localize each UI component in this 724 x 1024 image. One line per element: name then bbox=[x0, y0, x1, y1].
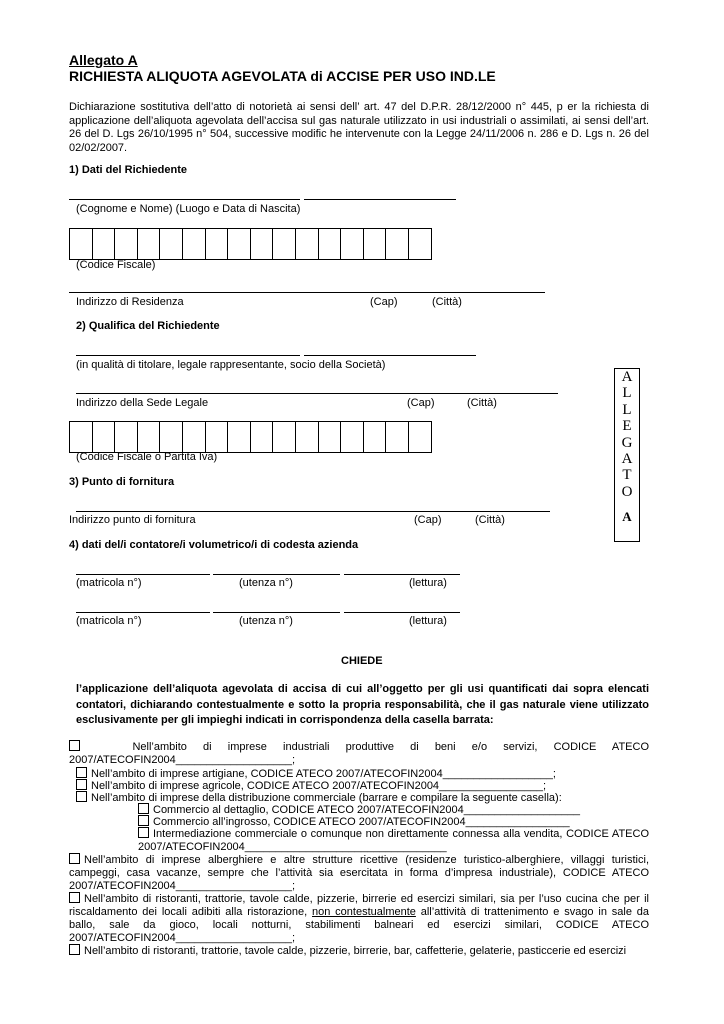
legal-address-label: Indirizzo della Sede Legale bbox=[76, 397, 209, 409]
role-label: (in qualità di titolare, legale rappresentante, socio della Società) bbox=[76, 359, 386, 371]
lettura2-line[interactable] bbox=[344, 612, 460, 613]
matricola1-label: (matricola n°) bbox=[76, 577, 142, 589]
checkbox-dettaglio[interactable] bbox=[138, 803, 149, 814]
partita-iva-label: (Codice Fiscale o Partita Iva) bbox=[76, 451, 218, 463]
birth-field-line[interactable] bbox=[304, 199, 456, 200]
allegato-heading: Allegato A bbox=[69, 52, 138, 68]
utenza1-line[interactable] bbox=[213, 574, 340, 575]
city-label: (Città) bbox=[432, 296, 462, 308]
checkbox-alberghiere[interactable] bbox=[69, 853, 80, 864]
option-ristoranti-bar: Nell’ambito di ristoranti, trattorie, tavole calde, pizzerie, birrerie, bar, caffetterie, gelaterie, pasticcerie ed esercizi bbox=[69, 944, 649, 958]
option-industrial: Nell’ambito di imprese industriali produttive di beni e/o servizi, CODICE ATECO 2007/ATECOFIN2004___________________; bbox=[69, 741, 649, 766]
partita-iva-boxes[interactable] bbox=[69, 421, 432, 453]
checkbox-artigiane[interactable] bbox=[76, 767, 87, 778]
supply-address-field-line[interactable] bbox=[76, 511, 550, 512]
checkbox-agricole[interactable] bbox=[76, 779, 87, 790]
residence-field-line[interactable] bbox=[69, 292, 545, 293]
section2-title: 2) Qualifica del Richiedente bbox=[76, 320, 220, 332]
company-field-line[interactable] bbox=[304, 355, 476, 356]
matricola2-label: (matricola n°) bbox=[76, 615, 142, 627]
legal-cap-label: (Cap) bbox=[407, 397, 435, 409]
lettura2-label: (lettura) bbox=[409, 615, 447, 627]
matricola2-line[interactable] bbox=[76, 612, 210, 613]
role-field-line[interactable] bbox=[76, 355, 300, 356]
matricola1-line[interactable] bbox=[76, 574, 210, 575]
option-alberghiere: Nell’ambito di imprese alberghiere e altre strutture ricettive (residenze turistico-alberghiere, villaggi turistici, campeggi, casa vacanze, sempre che l’attività sia esercitata in forma d’impresa industriale), CODICE ATECO 2007/ATECOFIN2004___________________; bbox=[69, 854, 649, 892]
option-intermediazione: Intermediazione commerciale o comunque non direttamente connessa alla vendita, CODICE ATECO 2007/ATECOFIN2004_________________________________ bbox=[138, 828, 649, 853]
utenza2-label: (utenza n°) bbox=[239, 615, 293, 627]
checkbox-ristoranti-bar[interactable] bbox=[69, 944, 80, 955]
supply-address-label: Indirizzo punto di fornitura bbox=[69, 514, 196, 526]
lettura1-line[interactable] bbox=[344, 574, 460, 575]
section4-title: 4) dati del/i contatore/i volumetrico/i di codesta azienda bbox=[69, 539, 359, 551]
supply-city-label: (Città) bbox=[475, 514, 505, 526]
option-ingrosso: Commercio all’ingrosso, CODICE ATECO 2007/ATECOFIN2004_________________ bbox=[138, 815, 570, 830]
checkbox-distribuzione[interactable] bbox=[76, 791, 87, 802]
residence-label: Indirizzo di Residenza bbox=[76, 296, 184, 308]
document-title: RICHIESTA ALIQUOTA AGEVOLATA di ACCISE PER USO IND.LE bbox=[69, 68, 496, 84]
option-dettaglio: Commercio al dettaglio, CODICE ATECO 2007/ATECOFIN2004___________________ bbox=[138, 803, 580, 818]
chiede-heading: CHIEDE bbox=[341, 655, 383, 667]
legal-address-field-line[interactable] bbox=[76, 393, 558, 394]
request-paragraph: l’applicazione dell’aliquota agevolata di accisa di cui all’oggetto per gli usi quantificati dai sopra elencati contatori, dichiarando contestualmente e sotto la propria responsabilità, che il gas naturale viene utilizzato esclusivamente per gli impieghi indicati in corrispondenza della casella barrata: bbox=[76, 683, 649, 726]
checkbox-industrial[interactable] bbox=[69, 740, 80, 751]
option-ristoranti: Nell’ambito di ristoranti, trattorie, tavole calde, pizzerie, birrerie ed esercizi similari, sia per l’uso cucina che per il riscaldamento dei locali adibiti alla ristorazione, non contestualmente all’attività di trattenimento e svago in sale da ballo, sale da gioco, locali notturni, stabilimenti balneari ed esercizi similari, CODICE ATECO 2007/ATECOFIN2004___________________; bbox=[69, 893, 650, 944]
checkbox-ingrosso[interactable] bbox=[138, 815, 149, 826]
utenza1-label: (utenza n°) bbox=[239, 577, 293, 589]
utenza2-line[interactable] bbox=[213, 612, 340, 613]
name-field-line[interactable] bbox=[69, 199, 300, 200]
option-distribuzione: Nell’ambito di imprese della distribuzione commerciale (barrare e compilare la seguente casella): bbox=[76, 791, 562, 806]
name-label: (Cognome e Nome) (Luogo e Data di Nascita) bbox=[76, 203, 301, 215]
option-agricole: Nell’ambito di imprese agricole, CODICE ATECO 2007/ATECOFIN2004_________________; bbox=[76, 779, 546, 794]
cap-label: (Cap) bbox=[370, 296, 398, 308]
lettura1-label: (lettura) bbox=[409, 577, 447, 589]
legal-city-label: (Città) bbox=[467, 397, 497, 409]
intro-paragraph: Dichiarazione sostitutiva dell’atto di notorietà ai sensi dell’ art. 47 del D.P.R. 28/12/2000 n° 445, p er la richiesta di applicazione dell’aliquota agevolata dell’accisa sul gas naturale utilizzato in usi industriali o assimilati, ai sensi dell’art. 26 del D. Lgs 26/10/1995 n° 504, successive modific he intervenute con la Legge 24/11/2006 n. 286 e D. Lgs n. 26 del 02/02/2007. bbox=[69, 101, 649, 154]
supply-cap-label: (Cap) bbox=[414, 514, 442, 526]
checkbox-ristoranti[interactable] bbox=[69, 892, 80, 903]
option-artigiane: Nell’ambito di imprese artigiane, CODICE ATECO 2007/ATECOFIN2004__________________; bbox=[76, 767, 556, 782]
codice-fiscale-label: (Codice Fiscale) bbox=[76, 259, 156, 271]
section3-title: 3) Punto di fornitura bbox=[69, 476, 175, 488]
section1-title: 1) Dati del Richiedente bbox=[69, 164, 187, 176]
checkbox-intermediazione[interactable] bbox=[138, 827, 149, 838]
codice-fiscale-boxes[interactable] bbox=[69, 228, 432, 260]
allegato-side-label: A L L E G A T O A bbox=[614, 368, 640, 542]
